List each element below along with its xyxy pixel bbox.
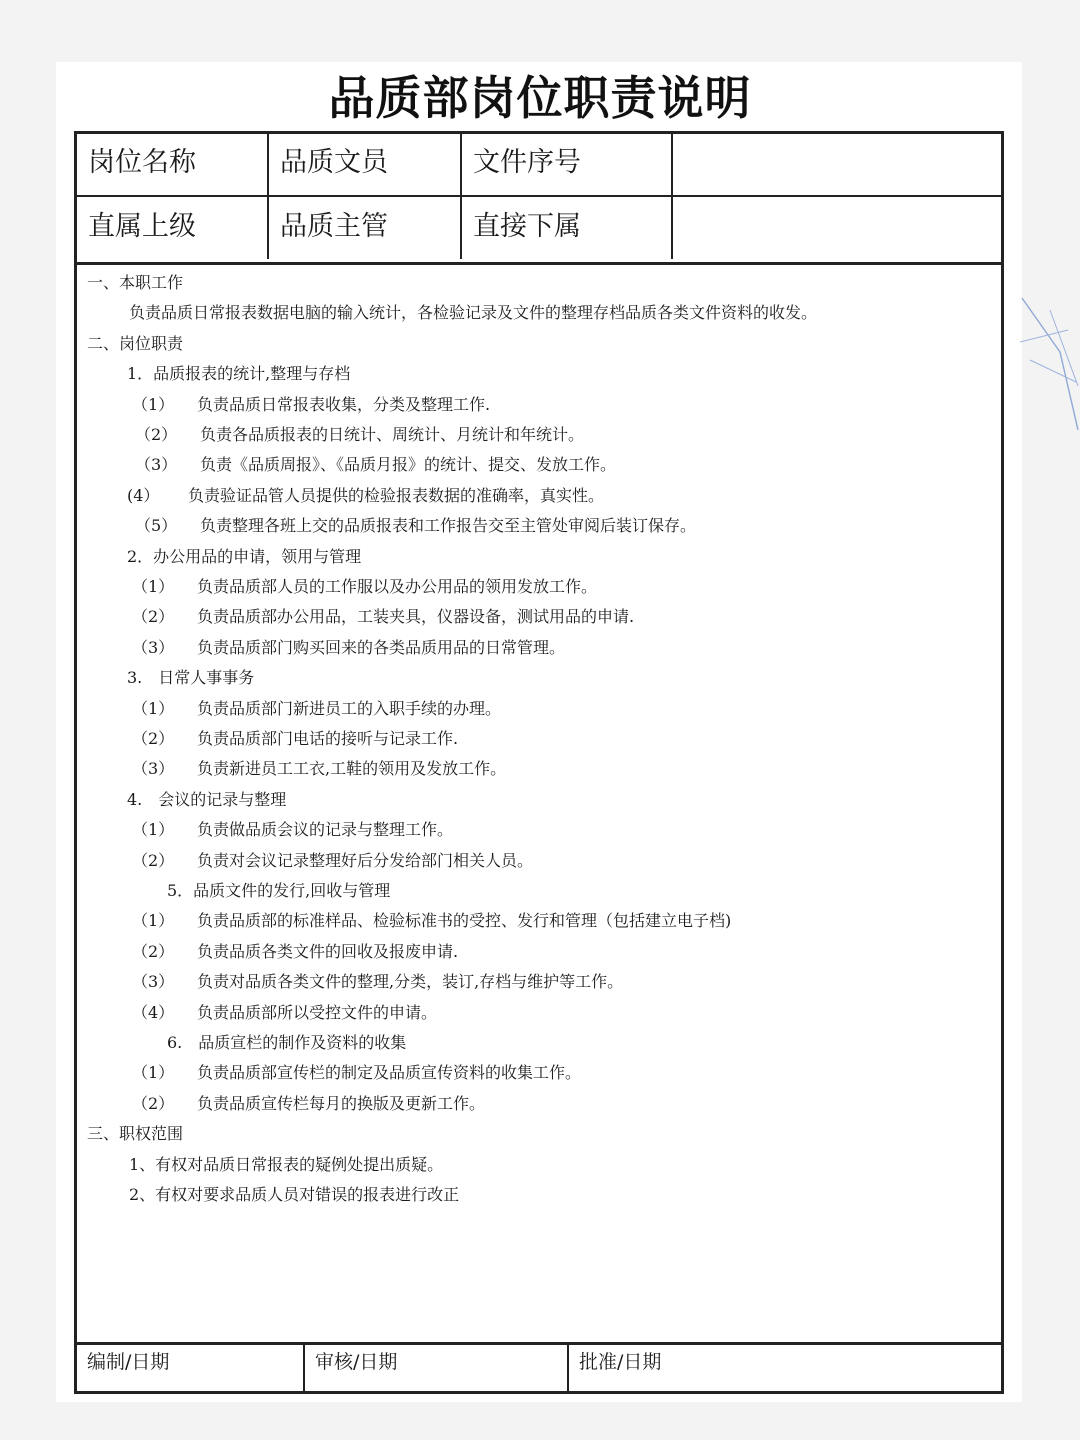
review-date-label: 审核/日期 [315, 1351, 398, 1373]
section-title: 三、职权范围 [87, 1124, 184, 1143]
item-text: 负责对品质各类文件的整理,分类，装订,存档与维护等工作。 [197, 972, 624, 991]
item-number: （2） [135, 425, 178, 444]
direct-subordinate-value [673, 197, 1001, 259]
signoff-row [77, 1342, 1001, 1391]
item-text: 负责新进员工工衣,工鞋的领用及发放工作。 [197, 759, 507, 778]
item-text: 负责做品质会议的记录与整理工作。 [197, 820, 454, 839]
item-number: （1） [132, 911, 175, 930]
section-text: 负责品质日常报表数据电脑的输入统计，各检验记录及文件的整理存档品质各类文件资料的收发。 [129, 303, 818, 322]
item-number: （2） [132, 851, 175, 870]
item-text: 负责品质部办公用品，工装夹具，仪器设备，测试用品的申请. [197, 607, 635, 626]
item-text: 负责品质部所以受控文件的申请。 [197, 1003, 438, 1022]
item-number: （2） [132, 942, 175, 961]
item-text: 负责整理各班上交的品质报表和工作报告交至主管处审阅后装订保存。 [200, 516, 697, 535]
position-name-label: 岗位名称 [77, 134, 269, 197]
responsibility-form [74, 131, 1004, 1394]
doc-number-value [673, 134, 1001, 197]
page-title: 品质部岗位职责说明 [328, 71, 752, 125]
duties-body [77, 265, 1001, 1345]
item-text: 负责品质各类文件的回收及报废申请. [197, 942, 459, 961]
section-title: 一、本职工作 [87, 273, 184, 292]
authority-item: 2、有权对要求品质人员对错误的报表进行改正 [129, 1185, 460, 1204]
direct-subordinate-label: 直接下属 [462, 197, 673, 259]
header-table [77, 134, 1001, 265]
group-title: 4. 会议的记录与整理 [127, 790, 287, 809]
position-name-value: 品质文员 [269, 134, 462, 197]
item-number: （1） [132, 395, 175, 414]
item-number: （1） [132, 577, 175, 596]
item-text: 负责品质部人员的工作服以及办公用品的领用发放工作。 [197, 577, 598, 596]
item-text: 负责验证品管人员提供的检验报表数据的准确率，真实性。 [188, 486, 605, 505]
group-title: 6. 品质宣栏的制作及资料的收集 [167, 1033, 407, 1052]
item-number: （1） [132, 699, 175, 718]
item-number: （1） [132, 1063, 175, 1082]
item-number: （3） [135, 455, 178, 474]
compile-date-label: 编制/日期 [87, 1351, 170, 1373]
item-text: 负责各品质报表的日统计、周统计、月统计和年统计。 [200, 425, 585, 444]
item-number: （2） [132, 1094, 175, 1113]
group-title: 3. 日常人事事务 [127, 668, 255, 687]
item-text: 负责对会议记录整理好后分发给部门相关人员。 [197, 851, 534, 870]
item-number: （4） [132, 1003, 175, 1022]
item-text: 负责品质部宣传栏的制定及品质宣传资料的收集工作。 [197, 1063, 582, 1082]
doc-number-label: 文件序号 [462, 134, 673, 197]
item-number: （2） [132, 729, 175, 748]
item-number: (4） [127, 486, 160, 505]
item-text: 负责品质部门购买回来的各类品质用品的日常管理。 [197, 638, 566, 657]
authority-item: 1、有权对品质日常报表的疑例处提出质疑。 [129, 1155, 444, 1174]
direct-superior-label: 直属上级 [77, 197, 269, 259]
item-number: （1） [132, 820, 175, 839]
item-number: （3） [132, 759, 175, 778]
approve-date-label: 批准/日期 [579, 1351, 662, 1373]
item-text: 负责品质部的标准样品、检验标准书的受控、发行和管理（包括建立电子档) [197, 911, 732, 930]
item-number: （5） [135, 516, 178, 535]
section-title: 二、岗位职责 [87, 334, 184, 353]
pen-scribble-icon [1020, 290, 1080, 450]
item-number: （3） [132, 638, 175, 657]
group-title: 5．品质文件的发行,回收与管理 [167, 881, 391, 900]
item-text: 负责品质部门新进员工的入职手续的办理。 [197, 699, 502, 718]
item-text: 负责品质部门电话的接听与记录工作. [197, 729, 459, 748]
item-text: 负责品质日常报表收集，分类及整理工作. [197, 395, 491, 414]
direct-superior-value: 品质主管 [269, 197, 462, 259]
item-text: 负责品质宣传栏每月的换版及更新工作。 [197, 1094, 486, 1113]
group-title: 1．品质报表的统计,整理与存档 [127, 364, 351, 383]
group-title: 2．办公用品的申请，领用与管理 [127, 547, 362, 566]
item-number: （2） [132, 607, 175, 626]
item-text: 负责《品质周报》、《品质月报》的统计、提交、发放工作。 [200, 455, 617, 474]
item-number: （3） [132, 972, 175, 991]
